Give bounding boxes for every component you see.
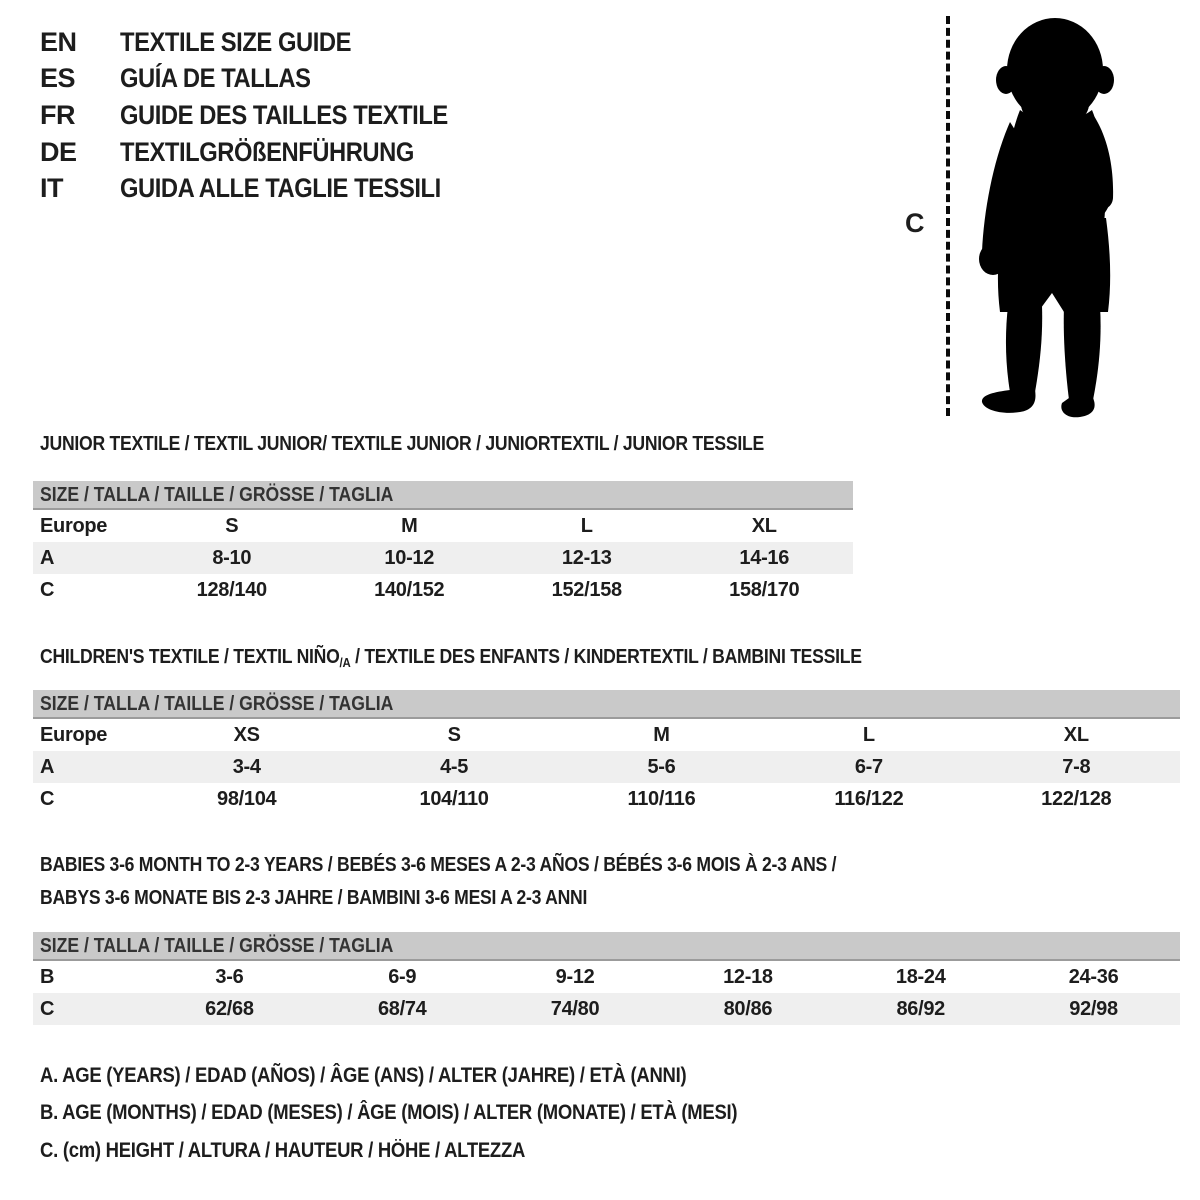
size-header-bar xyxy=(33,481,853,510)
language-row-es xyxy=(40,61,493,98)
legend-c-text: C. (cm) HEIGHT / ALTURA / HAUTEUR / HÖHE / ALTEZZA xyxy=(40,1138,526,1162)
legend-b-text: B. AGE (MONTHS) / EDAD (MESES) / ÂGE (MOIS) / ALTER (MONATE) / ETÀ (MESI) xyxy=(40,1101,738,1125)
table-cell: 128/140 xyxy=(196,578,267,601)
row-label: A xyxy=(33,751,143,783)
table-cell: 98/104 xyxy=(217,787,277,810)
table-cell: S xyxy=(447,723,461,746)
toddler-silhouette-icon xyxy=(959,12,1151,422)
table-row xyxy=(33,961,1180,993)
table-cell: 140/152 xyxy=(374,578,445,601)
table-cell: 5-6 xyxy=(558,751,765,783)
table-cell: 92/98 xyxy=(1007,993,1180,1025)
size-header-text: SIZE / TALLA / TAILLE / GRÖSSE / TAGLIA xyxy=(40,484,394,506)
table-cell: XS xyxy=(233,723,260,746)
legend-line-b xyxy=(40,1101,832,1138)
language-row-de xyxy=(40,134,493,171)
language-code: EN xyxy=(40,26,77,57)
table-cell: 152/158 xyxy=(551,578,622,601)
junior-size-table xyxy=(33,481,853,606)
table-cell: XL xyxy=(1063,723,1089,746)
table-row xyxy=(33,783,1180,815)
table-cell: 3-4 xyxy=(143,751,350,783)
table-cell: XL xyxy=(751,514,777,537)
language-title: GUIDA ALLE TAGLIE TESSILI xyxy=(120,173,441,204)
table-cell: 158/170 xyxy=(729,578,800,601)
height-measure-dashed-line xyxy=(946,16,950,416)
babies-title-line2: BABYS 3-6 MONATE BIS 2-3 JAHRE / BAMBINI 3-6 MESI A 2-3 ANNI xyxy=(40,887,588,909)
children-section-title xyxy=(40,646,974,674)
table-cell: 116/122 xyxy=(834,787,904,810)
measurement-legend xyxy=(40,1064,832,1176)
babies-size-table xyxy=(33,932,1180,1025)
children-size-table xyxy=(33,690,1180,815)
row-label: Europe xyxy=(40,723,108,746)
table-cell: 12-13 xyxy=(498,542,676,574)
size-header-text: SIZE / TALLA / TAILLE / GRÖSSE / TAGLIA xyxy=(40,935,394,957)
table-cell: L xyxy=(580,514,593,537)
table-cell: L xyxy=(862,723,875,746)
size-header-bar xyxy=(33,690,1180,719)
table-cell: 62/68 xyxy=(143,993,316,1025)
language-row-fr xyxy=(40,97,493,134)
table-cell: 6-7 xyxy=(765,751,972,783)
table-cell: M xyxy=(401,514,418,537)
table-cell: 18-24 xyxy=(895,965,946,988)
language-code: ES xyxy=(40,63,76,94)
row-label: C xyxy=(40,578,55,601)
row-label: A xyxy=(33,542,143,574)
table-cell: 10-12 xyxy=(321,542,499,574)
language-row-en xyxy=(40,24,493,61)
row-label: C xyxy=(40,787,55,810)
junior-section-title-text: JUNIOR TEXTILE / TEXTIL JUNIOR/ TEXTILE JUNIOR / JUNIORTEXTIL / JUNIOR TESSILE xyxy=(40,433,764,455)
row-label: C xyxy=(33,993,143,1025)
table-cell: 80/86 xyxy=(661,993,834,1025)
height-measure-figure xyxy=(895,8,1175,426)
language-code: FR xyxy=(40,99,75,130)
legend-line-a xyxy=(40,1064,832,1101)
table-cell: 9-12 xyxy=(555,965,595,988)
language-title: GUÍA DE TALLAS xyxy=(120,63,311,94)
children-title-sub: /A xyxy=(339,655,351,670)
row-label: Europe xyxy=(40,514,108,537)
language-title: GUIDE DES TAILLES TEXTILE xyxy=(120,99,448,130)
table-cell: 8-10 xyxy=(143,542,321,574)
language-code: DE xyxy=(40,136,77,167)
table-cell: 122/128 xyxy=(1041,787,1112,810)
size-header-text: SIZE / TALLA / TAILLE / GRÖSSE / TAGLIA xyxy=(40,693,394,715)
table-row xyxy=(33,510,853,542)
table-cell: 24-36 xyxy=(1068,965,1119,988)
language-code: IT xyxy=(40,173,63,204)
table-cell: 7-8 xyxy=(973,751,1180,783)
measure-c-label: C xyxy=(905,208,925,238)
table-cell: 74/80 xyxy=(489,993,662,1025)
table-cell: 4-5 xyxy=(350,751,557,783)
children-title-rest: / TEXTILE DES ENFANTS / KINDERTEXTIL / BAMBINI TESSILE xyxy=(350,646,862,668)
table-cell: 110/116 xyxy=(627,787,696,810)
table-cell: 68/74 xyxy=(316,993,489,1025)
table-row xyxy=(33,542,853,574)
legend-a-text: A. AGE (YEARS) / EDAD (AÑOS) / ÂGE (ANS) / ALTER (JAHRE) / ETÀ (ANNI) xyxy=(40,1064,687,1087)
table-cell: 14-16 xyxy=(676,542,854,574)
legend-line-c xyxy=(40,1139,832,1176)
table-row xyxy=(33,751,1180,783)
table-cell: 3-6 xyxy=(215,965,244,988)
size-header-bar xyxy=(33,932,1180,961)
row-label: B xyxy=(40,965,55,988)
language-row-it xyxy=(40,170,493,207)
children-section-title-text xyxy=(40,646,862,674)
table-cell: 86/92 xyxy=(834,993,1007,1025)
babies-section-title xyxy=(40,849,945,915)
children-title-main: CHILDREN'S TEXTILE / TEXTIL NIÑO xyxy=(40,646,340,668)
babies-title-line1: BABIES 3-6 MONTH TO 2-3 YEARS / BEBÉS 3-6 MESES A 2-3 AÑOS / BÉBÉS 3-6 MOIS À 2-3 ANS / xyxy=(40,854,837,876)
language-title: TEXTILE SIZE GUIDE xyxy=(120,26,352,57)
table-cell: M xyxy=(653,723,670,746)
table-cell: 12-18 xyxy=(723,965,773,988)
table-cell: 6-9 xyxy=(388,965,417,988)
language-title: TEXTILGRÖßENFÜHRUNG xyxy=(120,136,414,167)
table-row xyxy=(33,574,853,606)
table-cell: 104/110 xyxy=(419,787,489,810)
table-row xyxy=(33,993,1180,1025)
table-row xyxy=(33,719,1180,751)
junior-section-title xyxy=(40,433,863,455)
language-title-list xyxy=(40,24,493,207)
table-cell: S xyxy=(225,514,239,537)
